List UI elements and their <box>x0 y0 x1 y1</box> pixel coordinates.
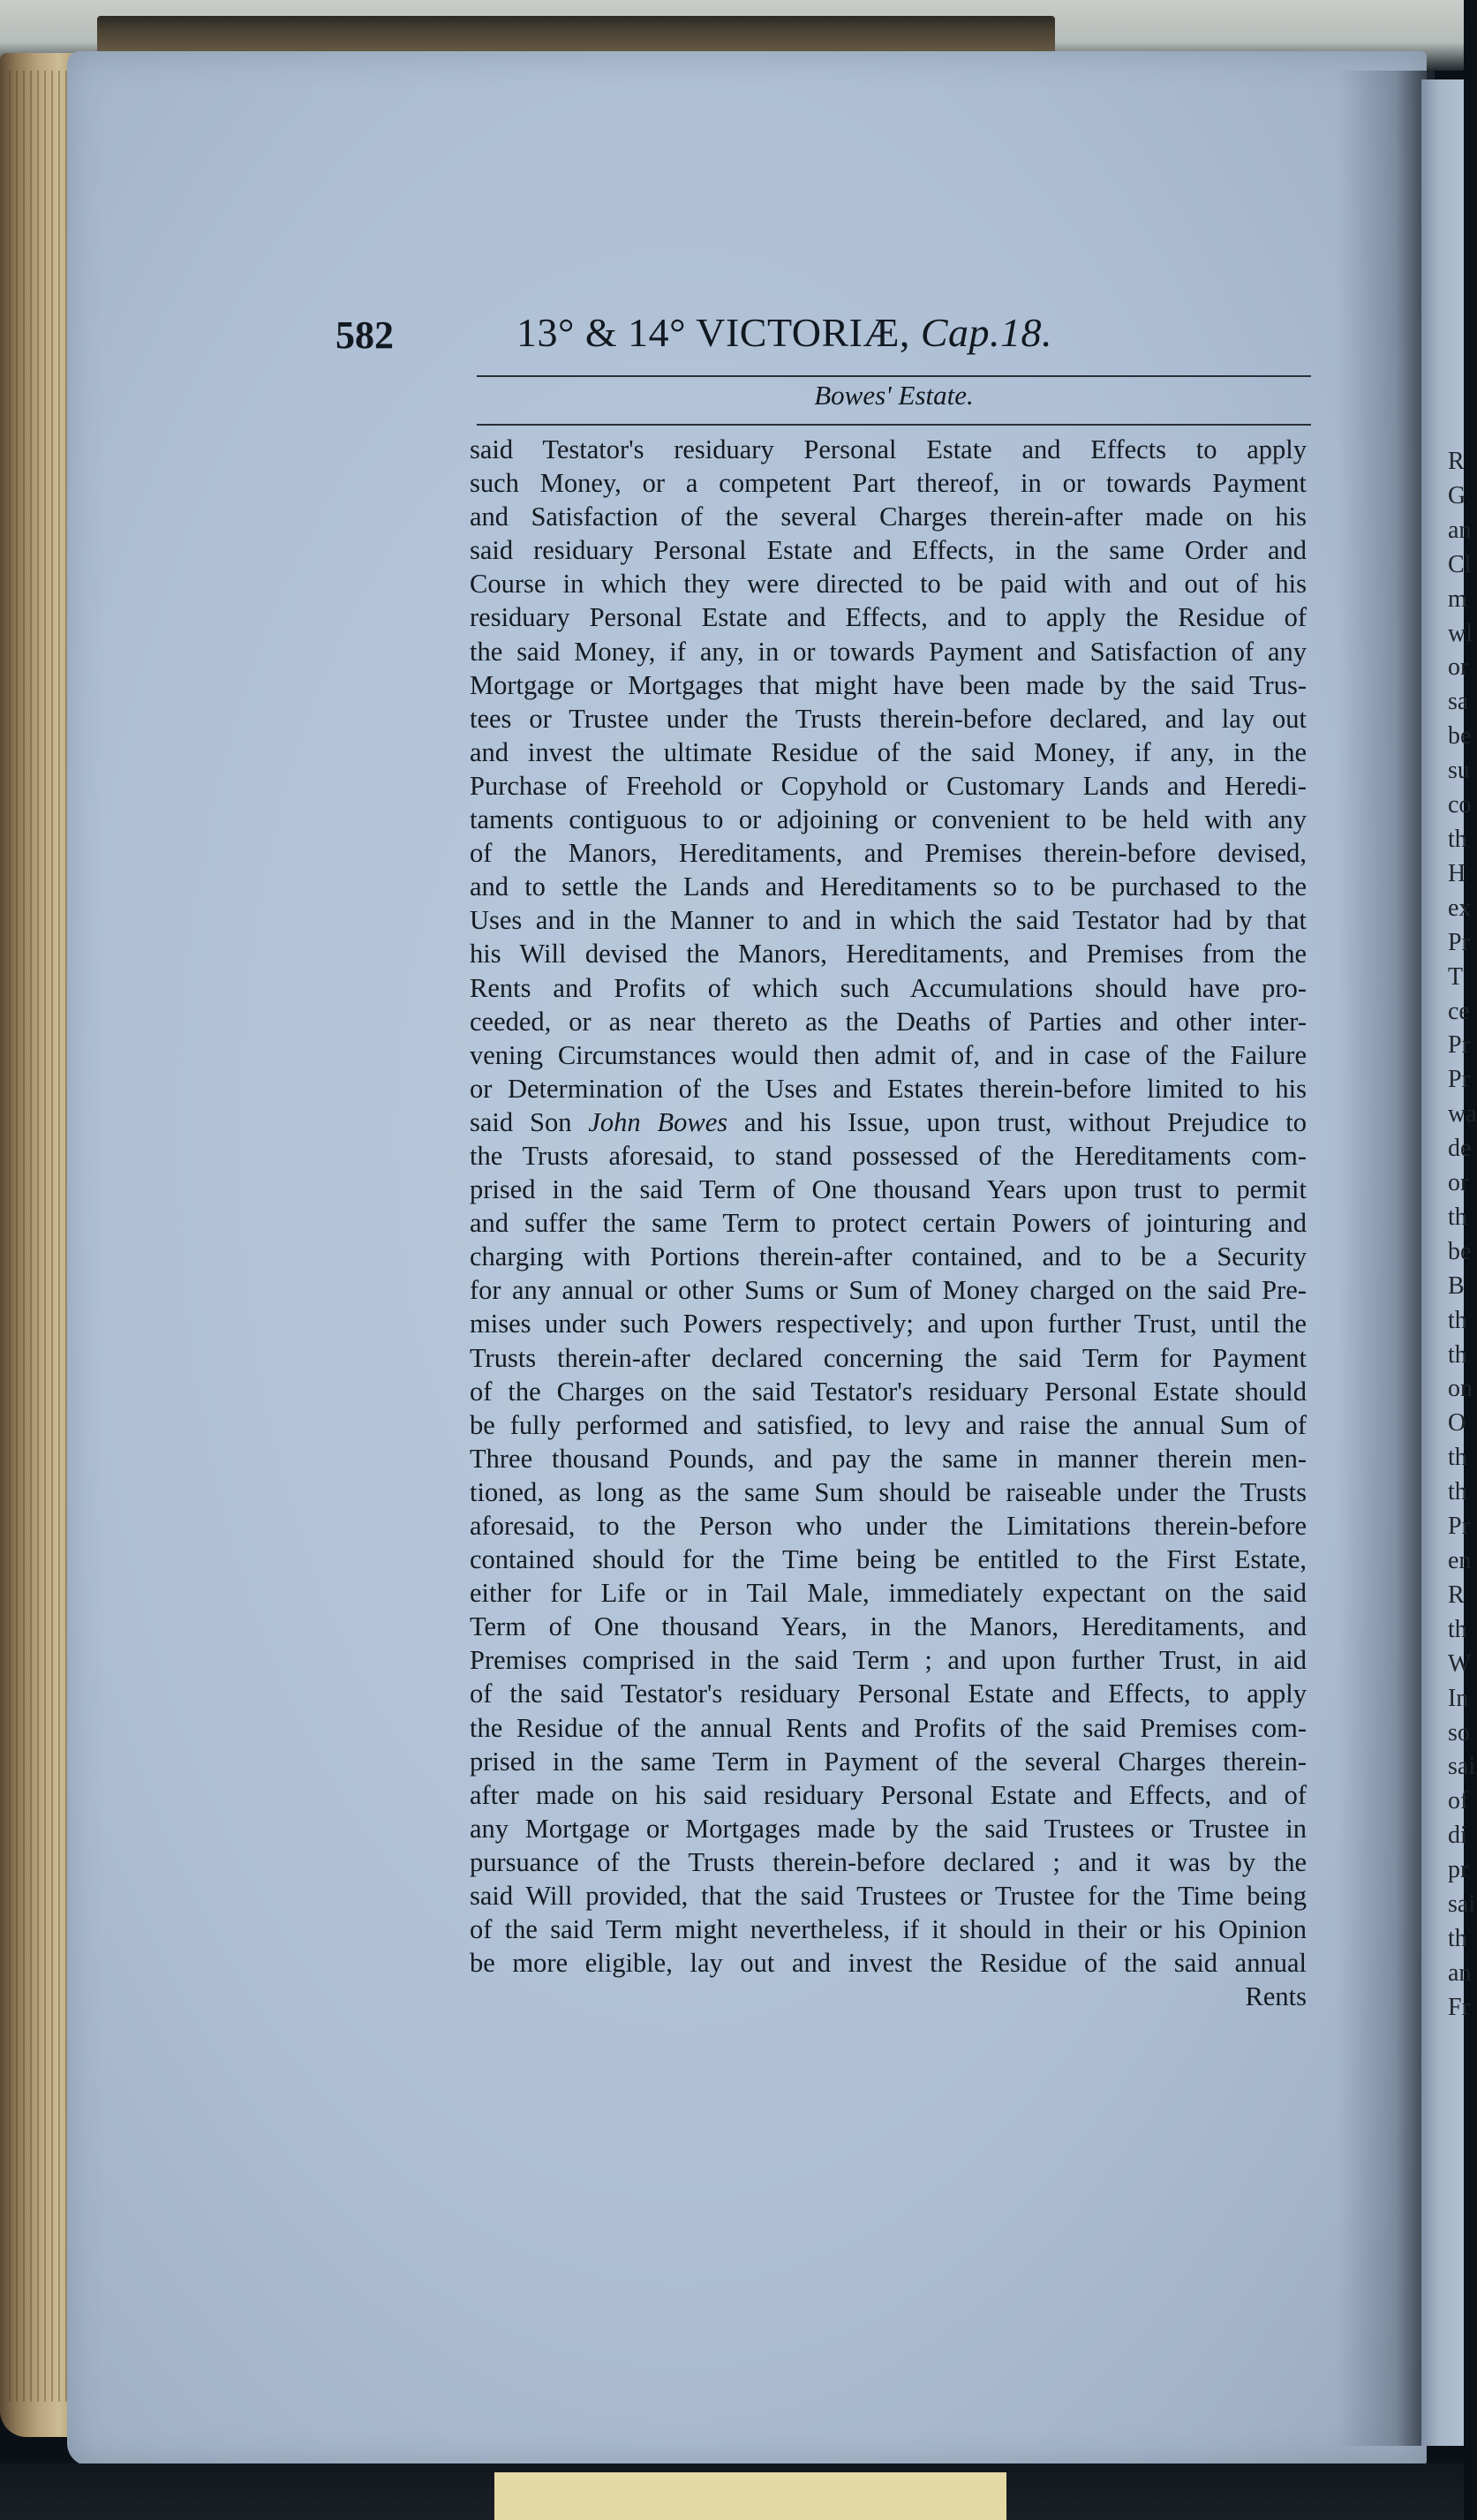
text-line: said Will provided, that the said Trustees or Trustee for the Time being <box>470 1881 1307 1912</box>
text-line: either for Life or in Tail Male, immediately expectant on the said <box>470 1578 1307 1609</box>
act-title <box>516 309 1052 356</box>
header-rule-bottom <box>477 424 1311 426</box>
adjacent-fragment: th <box>1448 1444 1467 1472</box>
adjacent-fragment: R <box>1448 1581 1465 1609</box>
text-line: taments contiguous to or adjoining or convenient to be held with any <box>470 804 1307 835</box>
adjacent-fragment: Pr <box>1448 1066 1470 1094</box>
text-line: or Determination of the Uses and Estates therein-before limited to his <box>470 1073 1307 1104</box>
adjacent-fragment: ex <box>1448 894 1472 922</box>
catchword: Rents <box>1245 1981 1307 2012</box>
text-line: Rents and Profits of which such Accumulations should have pro- <box>470 972 1307 1003</box>
text-line: and to settle the Lands and Hereditaments so to be purchased to the <box>470 871 1307 902</box>
adjacent-fragment: wa <box>1448 1100 1477 1128</box>
adjacent-fragment: sai <box>1448 1890 1476 1919</box>
text-line: mises under such Powers respectively; and upon further Trust, until the <box>470 1309 1307 1339</box>
text-line: and Satisfaction of the several Charges therein-after made on his <box>470 502 1307 532</box>
adjacent-fragment: pr <box>1448 1856 1469 1884</box>
adjacent-fragment: co <box>1448 791 1472 819</box>
act-regnal-years: 13° & 14° VICTORIÆ, <box>516 310 910 355</box>
adjacent-fragment: on <box>1448 1375 1473 1403</box>
text-line: Premises comprised in the said Term ; and upon further Trust, in aid <box>470 1645 1307 1676</box>
text-line: Course in which they were directed to be paid with and out of his <box>470 569 1307 600</box>
adjacent-fragment: Pr <box>1448 1513 1470 1541</box>
text-line: tioned, as long as the same Sum should be raiseable under the Trusts <box>470 1476 1307 1507</box>
scanner-tab <box>494 2472 1006 2520</box>
text-line: prised in the same Term in Payment of the several Charges therein- <box>470 1746 1307 1777</box>
text-line: ceeded, or as near thereto as the Deaths of Parties and other inter- <box>470 1006 1307 1037</box>
text-line: such Money, or a competent Part thereof, in or towards Payment <box>470 468 1307 499</box>
adjacent-fragment: W <box>1448 1649 1472 1678</box>
adjacent-fragment: sa <box>1448 688 1469 716</box>
adjacent-fragment: Cl <box>1448 550 1472 578</box>
adjacent-fragment: B <box>1448 1271 1465 1300</box>
adjacent-fragment: wl <box>1448 619 1473 647</box>
act-chapter: Cap.18. <box>920 310 1053 355</box>
adjacent-fragment: an <box>1448 1958 1472 1987</box>
text-line: the Trusts aforesaid, to stand possessed of the Hereditaments com- <box>470 1140 1307 1171</box>
text-line: Term of One thousand Years, in the Manors, Hereditaments, and <box>470 1611 1307 1642</box>
text-line: and invest the ultimate Residue of the said Money, if any, in the <box>470 736 1307 767</box>
adjacent-fragment: G <box>1448 481 1466 509</box>
text-line: of the Manors, Hereditaments, and Premises therein-before devised, <box>470 838 1307 869</box>
text-line: of the Charges on the said Testator's residuary Personal Estate should <box>470 1376 1307 1407</box>
text-line: any Mortgage or Mortgages made by the said Trustees or Trustee in <box>470 1813 1307 1844</box>
text-line: the Residue of the annual Rents and Profits of the said Premises com- <box>470 1712 1307 1743</box>
adjacent-fragment: H <box>1448 859 1466 887</box>
text-line: tees or Trustee under the Trusts therein-before declared, and lay out <box>470 703 1307 734</box>
text-line: aforesaid, to the Person who under the Limitations therein-before <box>470 1511 1307 1541</box>
page-edge-lines <box>9 71 71 2402</box>
adjacent-fragment: Pr <box>1448 928 1470 956</box>
adjacent-fragment: O <box>1448 1409 1466 1437</box>
text-line: of the said Term might nevertheless, if it should in their or his Opinion <box>470 1914 1307 1945</box>
adjacent-page-text <box>1448 445 1477 2026</box>
text-line: Purchase of Freehold or Copyhold or Customary Lands and Heredi- <box>470 770 1307 801</box>
text-line: after made on his said residuary Personal Estate and Effects, and of <box>470 1779 1307 1810</box>
text-line: charging with Portions therein-after contained, and to be a Security <box>470 1241 1307 1272</box>
adjacent-fragment: an <box>1448 516 1472 544</box>
text-line: said Testator's residuary Personal Estate and Effects to apply <box>470 434 1307 464</box>
adjacent-fragment: m <box>1448 585 1467 613</box>
text-line: prised in the said Term of One thousand Years upon trust to permit <box>470 1174 1307 1205</box>
text-line: vening Circumstances would then admit of, and in case of the Failure <box>470 1039 1307 1070</box>
gutter-shadow <box>1338 71 1435 2446</box>
adjacent-fragment: th <box>1448 1306 1467 1334</box>
italic-name: John Bowes <box>588 1106 728 1137</box>
adjacent-fragment: en <box>1448 1547 1472 1574</box>
adjacent-fragment: th <box>1448 1203 1467 1231</box>
adjacent-fragment: th <box>1448 1615 1467 1643</box>
text-line: for any annual or other Sums or Sum of Money charged on the said Pre- <box>470 1275 1307 1306</box>
body-text <box>470 433 1307 2013</box>
text-line: contained should for the Time being be entitled to the First Estate, <box>470 1544 1307 1575</box>
adjacent-fragment: th <box>1448 1340 1467 1369</box>
text-line: Three thousand Pounds, and pay the same in manner therein men- <box>470 1443 1307 1474</box>
adjacent-fragment: or <box>1448 653 1469 682</box>
text-line: and suffer the same Term to protect certain Powers of jointuring and <box>470 1208 1307 1239</box>
text-line: of the said Testator's residuary Personal Estate and Effects, to apply <box>470 1679 1307 1709</box>
adjacent-fragment: T <box>1448 962 1464 991</box>
adjacent-fragment: di <box>1448 1822 1467 1850</box>
text-line: Trusts therein-after declared concerning the said Term for Payment <box>470 1342 1307 1373</box>
adjacent-fragment: de <box>1448 1135 1472 1163</box>
text-line: Mortgage or Mortgages that might have been made by the said Trus- <box>470 669 1307 700</box>
section-title: Bowes' Estate. <box>814 380 974 411</box>
adjacent-fragment: of <box>1448 1787 1469 1815</box>
adjacent-fragment: sai <box>1448 1753 1476 1781</box>
text-line-start: said Son <box>470 1106 572 1137</box>
adjacent-fragment: su <box>1448 757 1470 785</box>
header-rule-top <box>477 375 1311 377</box>
adjacent-fragment: th <box>1448 1478 1467 1506</box>
adjacent-fragment: so <box>1448 1718 1470 1747</box>
text-line: said residuary Personal Estate and Effects, in the same Order and <box>470 535 1307 566</box>
adjacent-fragment: be <box>1448 722 1472 751</box>
text-line: be fully performed and satisfied, to levy and raise the annual Sum of <box>470 1409 1307 1440</box>
adjacent-fragment: ce <box>1448 997 1470 1025</box>
text-line-end: and his Issue, upon trust, without Prejudice to <box>744 1106 1307 1137</box>
page-number: 582 <box>335 313 394 357</box>
adjacent-fragment: R <box>1448 448 1465 475</box>
text-line: his Will devised the Manors, Hereditaments, and Premises from the <box>470 939 1307 970</box>
text-line: Uses and in the Manner to and in which the said Testator had by that <box>470 905 1307 936</box>
adjacent-fragment: th <box>1448 1924 1467 1952</box>
running-head <box>335 309 1315 362</box>
adjacent-fragment: Fr <box>1448 1993 1470 2021</box>
adjacent-fragment: be <box>1448 1237 1472 1265</box>
text-line: be more eligible, lay out and invest the Residue of the said annual <box>470 1948 1307 1979</box>
adjacent-fragment: th <box>1448 825 1467 853</box>
text-line: the said Money, if any, in or towards Payment and Satisfaction of any <box>470 636 1307 667</box>
text-line: pursuance of the Trusts therein-before declared ; and it was by the <box>470 1846 1307 1877</box>
adjacent-fragment: In <box>1448 1684 1469 1712</box>
adjacent-fragment: Pr <box>1448 1031 1470 1060</box>
text-line <box>470 1105 1307 1139</box>
adjacent-fragment: or <box>1448 1169 1469 1197</box>
text-line: residuary Personal Estate and Effects, and to apply the Residue of <box>470 602 1307 633</box>
